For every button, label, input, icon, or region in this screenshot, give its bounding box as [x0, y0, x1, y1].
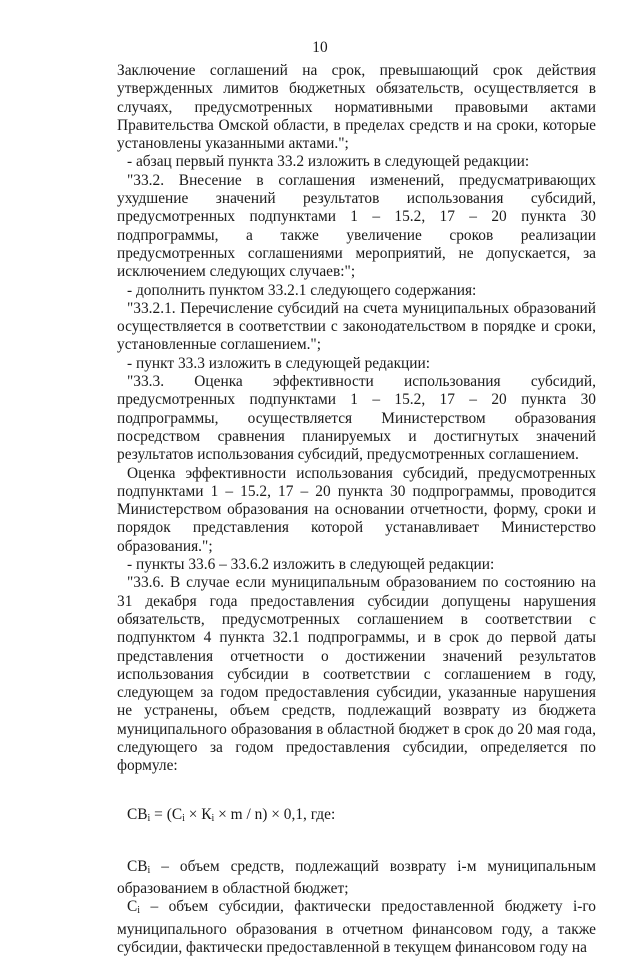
document-body [117, 62, 596, 957]
formula-part-3: × m / n) × 0,1, где: [214, 805, 336, 823]
formula-part-1: = (С [150, 805, 183, 823]
definition-symbol: СВ [127, 857, 148, 875]
definition-symbol: С [127, 898, 138, 916]
paragraph-5: "33.2.1. Перечисление субсидий на счета муниципальных образований осуществляется в соответствии с законодательством в порядке и сроки, установленные соглашением."; [117, 299, 596, 354]
definition-c [117, 898, 596, 957]
formula-subscript: i [147, 812, 151, 824]
paragraph-3: "33.2. Внесение в соглашения изменений, предусматривающих ухудшение значений результатов использования субсидий, предусмотренных подпунктами 1 – 15.2, 17 – 20 пункта 30 подпрограммы, а также увеличение сроков реализации предусмотренных соглашениями мероприятий, не допускается, за исключением следующих случаев:"; [117, 171, 596, 281]
formula-part-2: × К [184, 805, 212, 823]
formula-subscript: i [211, 812, 215, 824]
formula-lhs: СВ [127, 805, 148, 823]
definition-text: – объем субсидии, фактически предоставленной бюджету i-го муниципального образования в отчетном финансовом году, а также субсидии, фактически предоставленной в текущем финансовом году на [117, 898, 596, 957]
formula-subscript: i [182, 812, 185, 824]
paragraph-8: Оценка эффективности использования субсидий, предусмотренных подпунктами 1 – 15.2, 17 – 20 пункта 30 подпрограммы, проводится Министерством образования на основании отчетности, форму, сроки и порядок представления которой устанавливает Министерство образования."; [117, 464, 596, 555]
paragraph-10: "33.6. В случае если муниципальным образованием по состоянию на 31 декабря года предоставления субсидии допущены нарушения обязательств, предусмотренных соглашением в соответствии с подпунктом 4 пункта 32.1 подпрограммы, и в срок до первой даты представления отчетности о достижении значений результатов использования субсидии в соответствии с соглашением в году, следующем за годом предоставления субсидии, указанные нарушения не устранены, объем средств, подлежащий возврату из бюджета муниципального образования в областной бюджет в срок до 20 мая года, следующего за годом предоставления субсидии, определяется по формуле: [117, 574, 596, 775]
paragraph-9: - пункты 33.6 – 33.6.2 изложить в следующей редакции: [127, 556, 495, 574]
paragraph-2: - абзац первый пункта 33.2 изложить в следующей редакции: [127, 153, 530, 171]
definition-subscript: i [147, 864, 151, 876]
formula [117, 806, 596, 828]
paragraph-6: - пункт 33.3 изложить в следующей редакции: [127, 354, 431, 372]
definition-cb [117, 858, 596, 899]
definition-subscript: i [137, 905, 141, 917]
page-number: 10 [312, 39, 328, 56]
definition-text: – объем средств, подлежащий возврату i-м муниципальным образованием в областной бюджет; [117, 857, 596, 898]
paragraph-7: "33.3. Оценка эффективности использования субсидий, предусмотренных подпунктами 1 – 15.2, 17 – 20 пункта 30 подпрограммы, осуществляется Министерством образования посредством сравнения планируемых и достигнутых значений результатов использования субсидий, предусмотренных соглашением. [117, 373, 596, 464]
paragraph-1: Заключение соглашений на срок, превышающий срок действия утвержденных лимитов бюджетных обязательств, осуществляется в случаях, предусмотренных нормативными правовыми актами Правительства Омской области, в пределах средств и на сроки, которые установлены указанными актами."; [117, 62, 596, 153]
paragraph-4: - дополнить пунктом 33.2.1 следующего содержания: [127, 281, 477, 299]
